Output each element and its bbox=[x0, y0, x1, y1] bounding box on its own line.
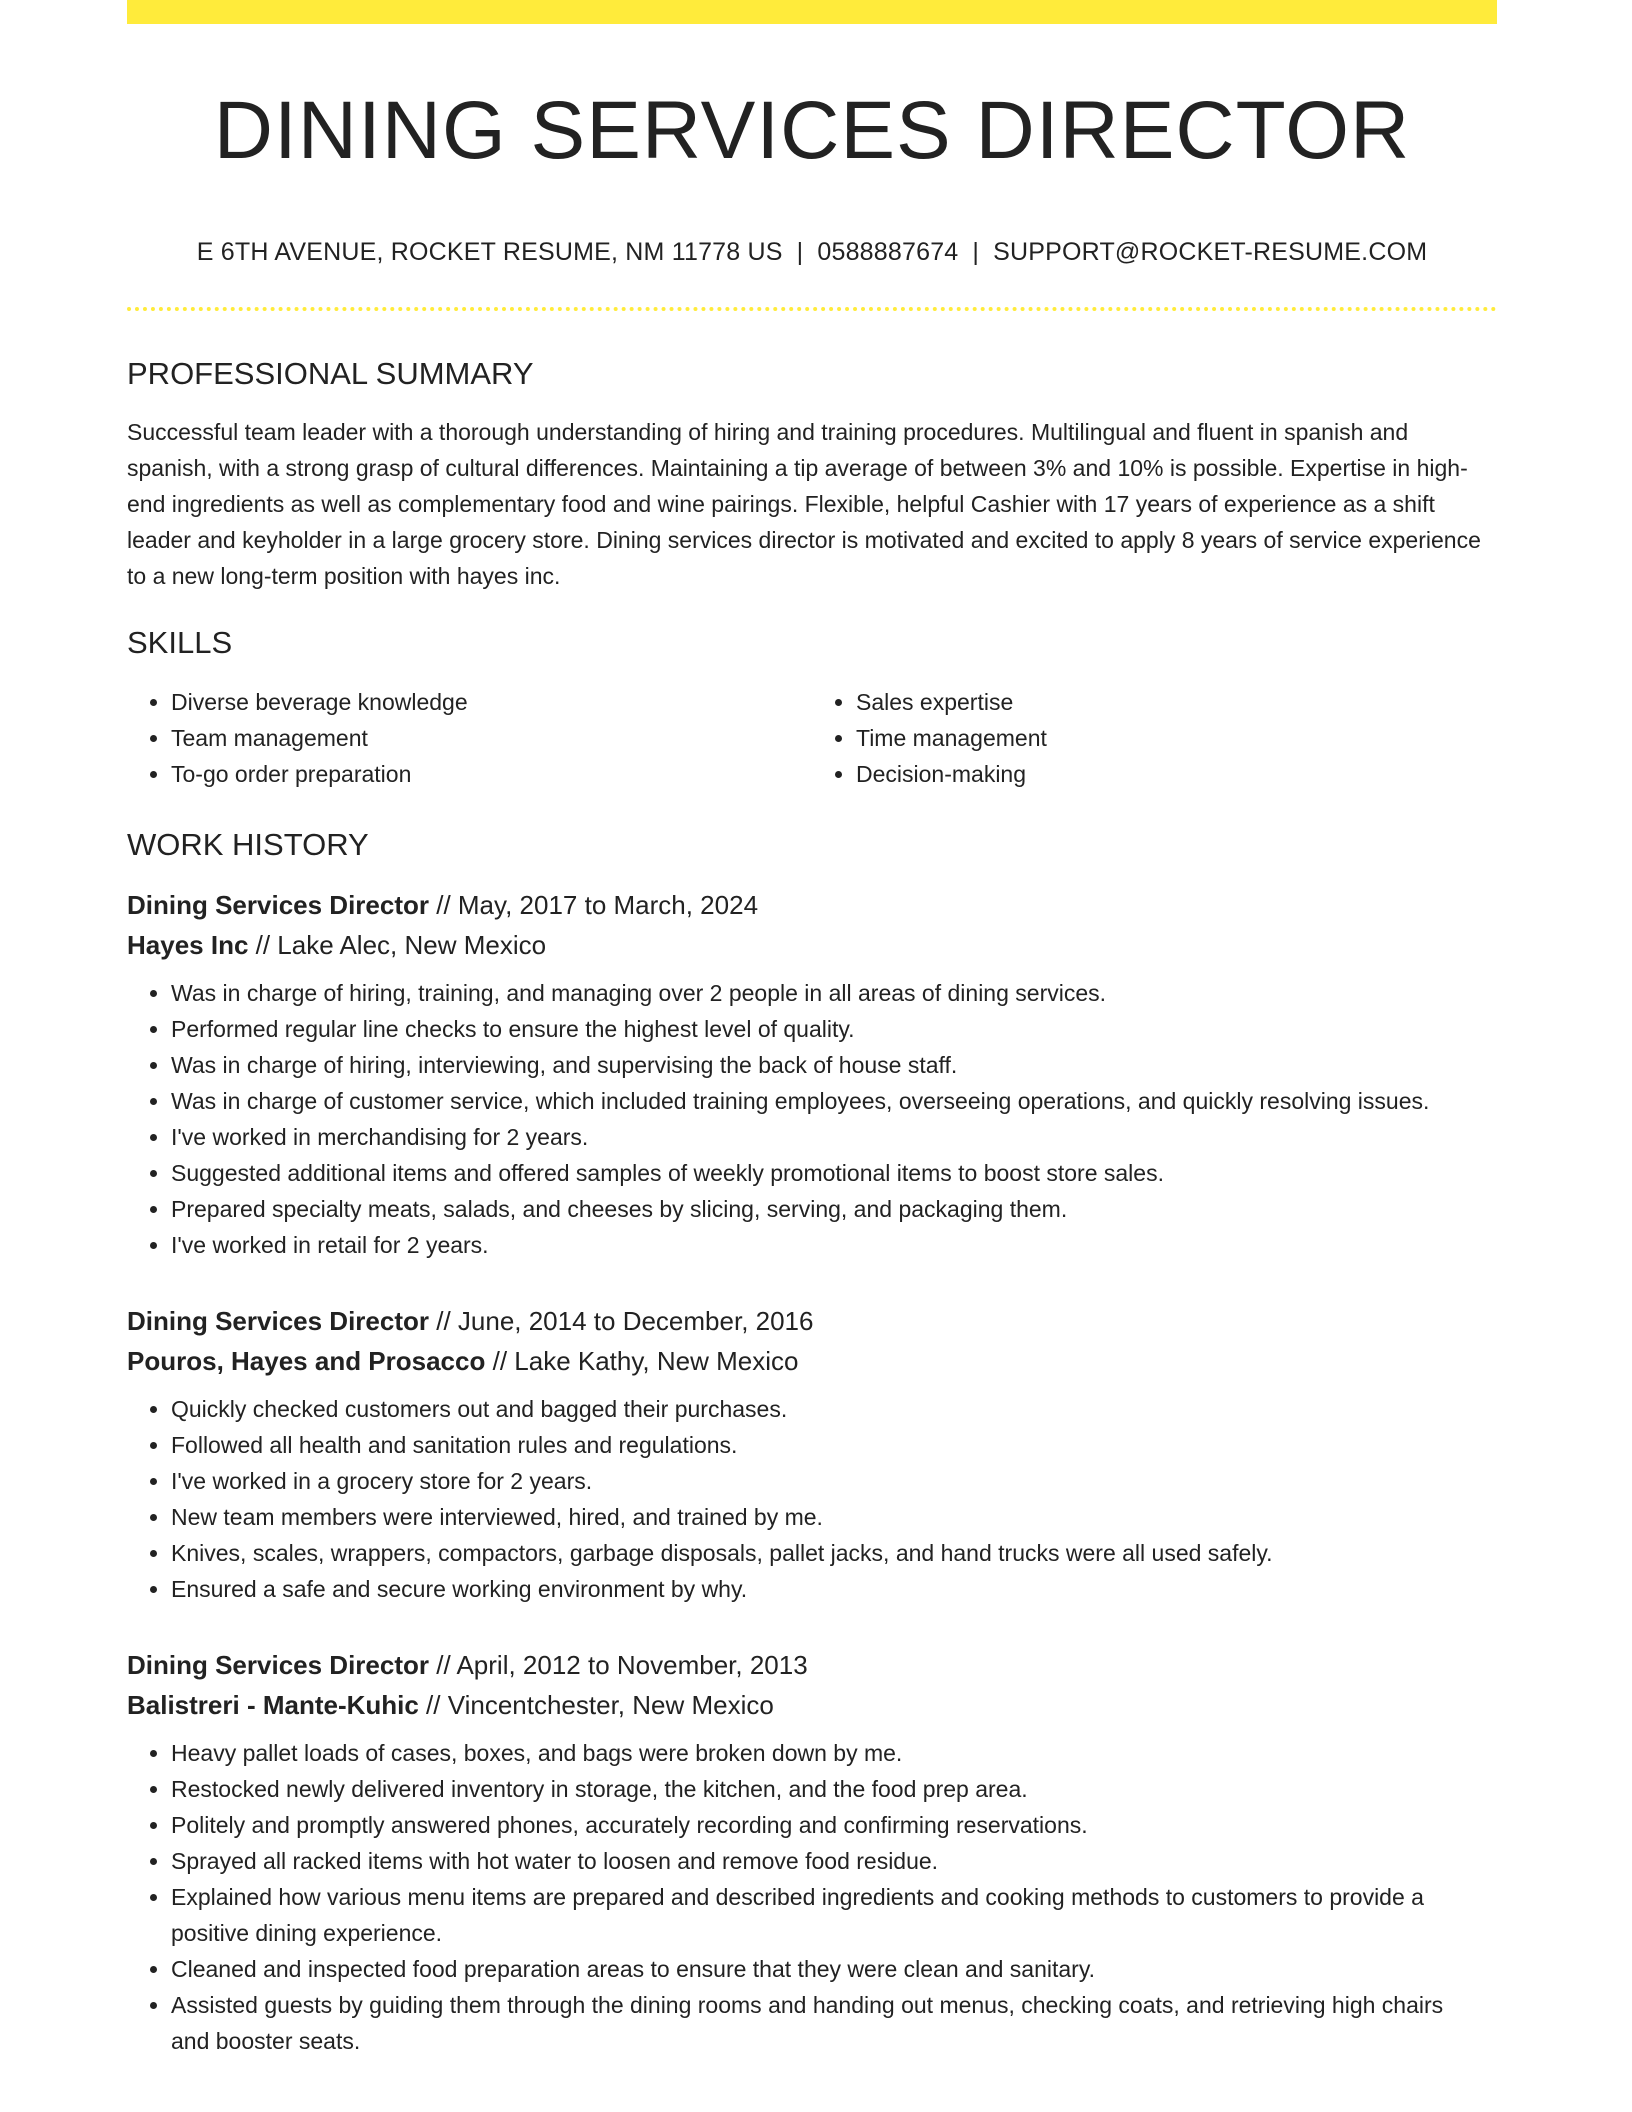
skills-left-list bbox=[127, 684, 812, 792]
phone: 0588887674 bbox=[817, 238, 959, 267]
contact-separator: | bbox=[796, 238, 804, 267]
job-bullet: • Restocked newly delivered inventory in storage, the kitchen, and the food prep area. bbox=[171, 1771, 1497, 1807]
resume-name: DINING SERVICES DIRECTOR bbox=[213, 85, 1411, 176]
job-company-line bbox=[127, 1341, 1497, 1381]
job-title-line bbox=[127, 1301, 1497, 1341]
job-role: Dining Services Director bbox=[127, 1649, 429, 1680]
skills-heading: SKILLS bbox=[127, 625, 233, 661]
job-bullet: • Ensured a safe and secure working environment by why. bbox=[171, 1571, 1497, 1607]
address: E 6TH AVENUE, ROCKET RESUME, NM 11778 US bbox=[196, 238, 783, 267]
job-bullet: • Sprayed all racked items with hot water to loosen and remove food residue. bbox=[171, 1843, 1497, 1879]
summary-text: Successful team leader with a thorough understanding of hiring and training procedures. Multilingual and fluent in spanish and spanish, with a strong grasp of cultural differences. Maintaining a tip average of between 3% and 10% is possible. Expertise in high-end ingredients as well as complementary food and wine pairings. Flexible, helpful Cashier with 17 years of experience as a shift leader and keyholder in a large grocery store. Dining services director is motivated and excited to apply 8 years of service experience to a new long-term position with hayes inc. bbox=[127, 419, 1481, 590]
summary-heading: PROFESSIONAL SUMMARY bbox=[127, 356, 534, 392]
job-dates: // May, 2017 to March, 2024 bbox=[429, 889, 759, 920]
job-location: // Vincentchester, New Mexico bbox=[418, 1689, 774, 1720]
skill-item: • Diverse beverage knowledge bbox=[171, 684, 812, 720]
work-history-section bbox=[127, 826, 1497, 2059]
job-bullet: • Heavy pallet loads of cases, boxes, and bags were broken down by me. bbox=[171, 1735, 1497, 1771]
job-bullet: • Followed all health and sanitation rules and regulations. bbox=[171, 1427, 1497, 1463]
job-bullet: • Explained how various menu items are prepared and described ingredients and cooking methods to customers to provide a positive dining experience. bbox=[171, 1879, 1497, 1951]
contact-line bbox=[127, 238, 1497, 267]
contact-separator: | bbox=[972, 238, 980, 267]
skill-item: • Sales expertise bbox=[856, 684, 1497, 720]
top-accent-bar bbox=[127, 0, 1497, 24]
job-company: Balistreri - Mante-Kuhic bbox=[127, 1689, 419, 1720]
job-bullets bbox=[127, 975, 1497, 1263]
job-bullet: • I've worked in merchandising for 2 years. bbox=[171, 1119, 1497, 1155]
job-bullet: • I've worked in retail for 2 years. bbox=[171, 1227, 1497, 1263]
job-dates: // April, 2012 to November, 2013 bbox=[429, 1649, 808, 1680]
job-bullet: • New team members were interviewed, hired, and trained by me. bbox=[171, 1499, 1497, 1535]
job-bullet: • Performed regular line checks to ensure the highest level of quality. bbox=[171, 1011, 1497, 1047]
job-bullet: • Was in charge of hiring, training, and managing over 2 people in all areas of dining services. bbox=[171, 975, 1497, 1011]
job-bullets bbox=[127, 1391, 1497, 1607]
job-dates: // June, 2014 to December, 2016 bbox=[429, 1305, 814, 1336]
job-bullet: • Knives, scales, wrappers, compactors, garbage disposals, pallet jacks, and hand trucks were all used safely. bbox=[171, 1535, 1497, 1571]
job-entry bbox=[127, 1645, 1497, 2059]
job-location: // Lake Kathy, New Mexico bbox=[485, 1345, 799, 1376]
dotted-divider bbox=[127, 307, 1497, 311]
job-bullet: • Was in charge of hiring, interviewing, and supervising the back of house staff. bbox=[171, 1047, 1497, 1083]
job-entry bbox=[127, 885, 1497, 1263]
skill-item: • Team management bbox=[171, 720, 812, 756]
skill-item: • To-go order preparation bbox=[171, 756, 812, 792]
job-bullet: • Prepared specialty meats, salads, and cheeses by slicing, serving, and packaging them. bbox=[171, 1191, 1497, 1227]
job-company-line bbox=[127, 925, 1497, 965]
job-role: Dining Services Director bbox=[127, 889, 429, 920]
job-company-line bbox=[127, 1685, 1497, 1725]
job-bullet: • Cleaned and inspected food preparation areas to ensure that they were clean and sanitary. bbox=[171, 1951, 1497, 1987]
job-bullet: • Quickly checked customers out and bagged their purchases. bbox=[171, 1391, 1497, 1427]
skills-columns bbox=[127, 684, 1497, 792]
summary-section bbox=[127, 355, 1497, 594]
job-bullet: • Politely and promptly answered phones, accurately recording and confirming reservations. bbox=[171, 1807, 1497, 1843]
job-role: Dining Services Director bbox=[127, 1305, 429, 1336]
job-bullets bbox=[127, 1735, 1497, 2059]
email: SUPPORT@ROCKET-RESUME.COM bbox=[993, 238, 1428, 267]
skill-item: • Time management bbox=[856, 720, 1497, 756]
job-bullet: • Assisted guests by guiding them through the dining rooms and handing out menus, checking coats, and retrieving high chairs and booster seats. bbox=[171, 1987, 1497, 2059]
work-history-heading: WORK HISTORY bbox=[127, 826, 369, 862]
job-bullet: • Was in charge of customer service, which included training employees, overseeing operations, and quickly resolving issues. bbox=[171, 1083, 1497, 1119]
job-location: // Lake Alec, New Mexico bbox=[248, 929, 547, 960]
skills-section bbox=[127, 624, 1497, 791]
job-bullet: • Suggested additional items and offered samples of weekly promotional items to boost store sales. bbox=[171, 1155, 1497, 1191]
skills-right-list bbox=[812, 684, 1497, 792]
job-title-line bbox=[127, 885, 1497, 925]
job-title-line bbox=[127, 1645, 1497, 1685]
job-bullet: • I've worked in a grocery store for 2 years. bbox=[171, 1463, 1497, 1499]
resume-page bbox=[127, 0, 1497, 2059]
skill-item: • Decision-making bbox=[856, 756, 1497, 792]
job-entry bbox=[127, 1301, 1497, 1607]
job-company: Pouros, Hayes and Prosacco bbox=[127, 1345, 486, 1376]
job-company: Hayes Inc bbox=[127, 929, 249, 960]
